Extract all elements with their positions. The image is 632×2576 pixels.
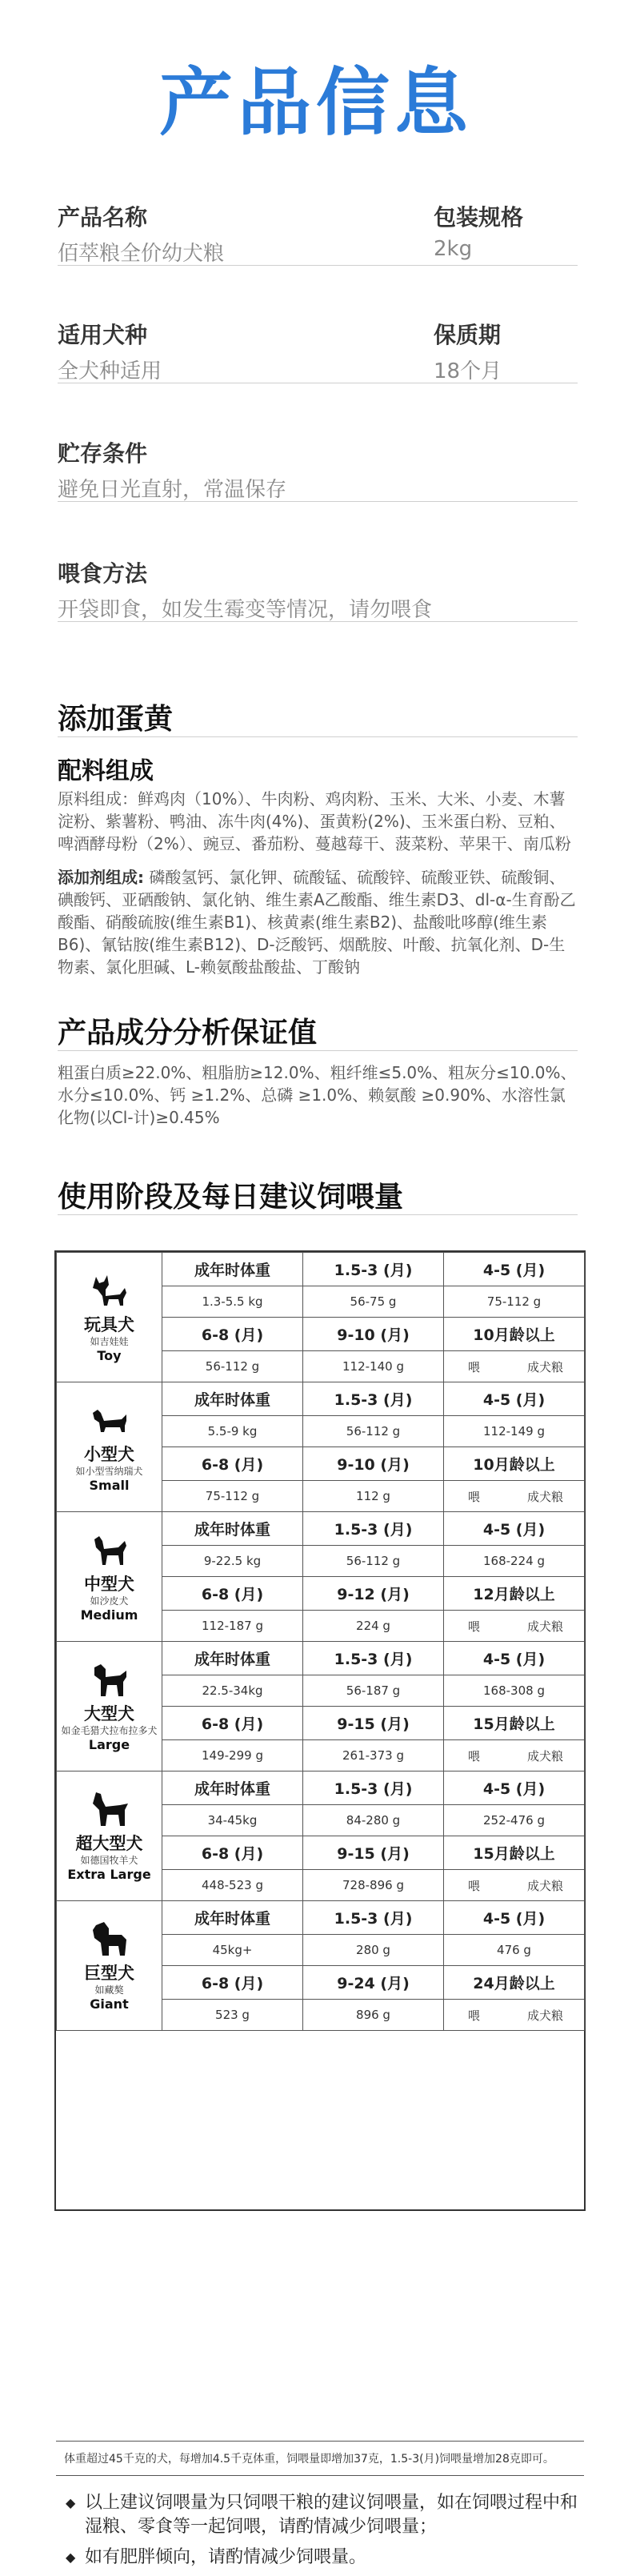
dog-size-name: 小型犬 [84, 1444, 134, 1464]
analysis-heading: 产品成分分析保证值 [58, 1017, 318, 1049]
header-cell: 6-8 (月) [162, 1836, 303, 1870]
table-row [57, 1772, 585, 1805]
header-cell: 1.5-3 (月) [303, 1642, 444, 1675]
value-cell: 523 g [162, 2000, 303, 2031]
header-cell: 1.5-3 (月) [303, 1772, 444, 1805]
small-dog-icon [88, 1402, 131, 1438]
feed-word: 喂 [468, 1748, 481, 1763]
adult-food-cell [444, 2000, 585, 2031]
dog-size-en: Giant [90, 1996, 129, 2012]
dog-size-cell [57, 1382, 162, 1512]
header-cell: 成年时体重 [162, 1772, 303, 1805]
table-row [57, 1512, 585, 1546]
feeding-method-value: 开袋即食，如发生霉变等情况，请勿喂食 [58, 598, 433, 622]
dog-size-cell [57, 1253, 162, 1382]
feeding-method-label: 喂食方法 [58, 560, 148, 587]
dog-breed-example: 如小型雪纳瑞犬 [75, 1465, 143, 1477]
additive-ingredients [58, 866, 579, 978]
value-cell: 112-187 g [162, 1611, 303, 1642]
dog-breed-example: 如吉娃娃 [90, 1335, 129, 1347]
feed-word: 喂 [468, 2008, 481, 2023]
info-row-breed [58, 318, 578, 383]
header-cell: 4-5 (月) [444, 1382, 585, 1416]
value-cell: 56-187 g [303, 1675, 444, 1707]
value-cell: 168-224 g [444, 1546, 585, 1577]
header-cell: 9-12 (月) [303, 1577, 444, 1611]
dog-breed-example: 如沙皮犬 [90, 1595, 129, 1607]
feed-word: 喂 [468, 1489, 481, 1504]
dog-size-en: Medium [80, 1607, 138, 1623]
header-cell: 9-15 (月) [303, 1836, 444, 1870]
diamond-bullet-icon: ◆ [66, 2550, 76, 2565]
feeding-notes [66, 2491, 578, 2576]
value-cell: 56-112 g [162, 1351, 303, 1382]
dog-size-name: 中型犬 [84, 1574, 134, 1594]
header-cell: 成年时体重 [162, 1642, 303, 1675]
value-cell: 252-476 g [444, 1805, 585, 1836]
header-cell: 9-15 (月) [303, 1707, 444, 1740]
giant-dog-icon [88, 1920, 131, 1957]
table-row [57, 1382, 585, 1416]
value-cell: 261-373 g [303, 1740, 444, 1772]
table-row [57, 1642, 585, 1675]
raw-ingredients-text: 原料组成：鲜鸡肉（10%）、牛肉粉、鸡肉粉、玉米、大米、小麦、木薯淀粉、紫薯粉、鸭油、冻牛肉(4%)、蛋黄粉(2%)、玉米蛋白粉、豆粕、啤酒酵母粉（2%）、豌豆、番茄粉、蔓越莓干、菠菜粉、苹果干、南瓜粉 [58, 789, 571, 853]
feeding-heading: 使用阶段及每日建议饲喂量 [58, 1181, 404, 1214]
info-row-storage [58, 436, 578, 502]
value-cell: 45kg+ [162, 1935, 303, 1966]
header-cell: 6-8 (月) [162, 1707, 303, 1740]
value-cell: 9-22.5 kg [162, 1546, 303, 1577]
egg-yolk-heading: 添加蛋黄 [58, 703, 174, 736]
analysis-text: 粗蛋白质≥22.0%、粗脂肪≥12.0%、粗纤维≤5.0%、粗灰分≤10.0%、水分≤10.0%、钙 ≥1.2%、总磷 ≥1.0%、赖氨酸 ≥0.90%、水溶性氯化物(以Cl-计)≥0.45% [58, 1063, 577, 1127]
adult-food-word: 成犬粮 [526, 1878, 563, 1893]
adult-food-word: 成犬粮 [526, 1489, 563, 1504]
extra-large-dog-icon [88, 1791, 131, 1828]
info-row-name [58, 200, 578, 266]
value-cell: 84-280 g [303, 1805, 444, 1836]
adult-food-word: 成犬粮 [526, 1748, 563, 1763]
dog-breed-example: 如德国牧羊犬 [80, 1854, 138, 1866]
dog-size-cell [57, 1901, 162, 2031]
header-cell: 6-8 (月) [162, 1577, 303, 1611]
dog-size-cell [57, 1772, 162, 1901]
package-spec-label: 包装规格 [434, 204, 524, 231]
dog-size-name: 大型犬 [84, 1703, 134, 1723]
header-cell: 1.5-3 (月) [303, 1382, 444, 1416]
dog-size-name: 巨型犬 [84, 1963, 134, 1983]
info-row-feeding [58, 556, 578, 622]
table-footnote: 体重超过45千克的犬，每增加4.5千克体重，饲喂量即增加37克，1.5-3(月)饲喂量增加28克即可。 [56, 2441, 584, 2476]
value-cell: 476 g [444, 1935, 585, 1966]
page-title: 产品信息 [158, 60, 473, 146]
value-cell: 75-112 g [444, 1286, 585, 1318]
header-cell: 成年时体重 [162, 1253, 303, 1286]
dog-size-name: 玩具犬 [84, 1314, 134, 1334]
value-cell: 56-112 g [303, 1546, 444, 1577]
value-cell: 5.5-9 kg [162, 1416, 303, 1447]
breed-label: 适用犬种 [58, 322, 148, 348]
shelf-life-label: 保质期 [434, 322, 502, 348]
adult-food-cell [444, 1740, 585, 1772]
value-cell: 168-308 g [444, 1675, 585, 1707]
package-spec-value: 2kg [434, 237, 473, 261]
value-cell: 149-299 g [162, 1740, 303, 1772]
adult-food-word: 成犬粮 [526, 2008, 563, 2023]
header-cell: 12月龄以上 [444, 1577, 585, 1611]
value-cell: 56-112 g [303, 1416, 444, 1447]
adult-food-word: 成犬粮 [526, 1619, 563, 1634]
additive-text: 磷酸氢钙、氯化钾、硫酸锰、硫酸锌、硫酸亚铁、硫酸铜、碘酸钙、亚硒酸钠、氯化钠、维生素A乙酸酯、维生素D3、dl-α-生育酚乙酸酯、硝酸硫胺(维生素B1)、核黄素(维生素B2)、盐酸吡哆醇(维生素B6)、氰钴胺(维生素B12)、D-泛酸钙、烟酰胺、叶酸、抗氧化剂、D-生物素、氯化胆碱、L-赖氨酸盐酸盐、丁酸钠 [58, 868, 576, 977]
header-cell: 成年时体重 [162, 1901, 303, 1935]
value-cell: 896 g [303, 2000, 444, 2031]
value-cell: 75-112 g [162, 1481, 303, 1512]
dog-size-en: Small [89, 1477, 130, 1493]
value-cell: 728-896 g [303, 1870, 444, 1901]
storage-value: 避免日光直射，常温保存 [58, 478, 287, 502]
feed-word: 喂 [468, 1878, 481, 1893]
header-cell: 1.5-3 (月) [303, 1901, 444, 1935]
adult-food-cell [444, 1870, 585, 1901]
additive-label: 添加剂组成: [58, 868, 144, 887]
dog-size-en: Toy [97, 1347, 122, 1363]
value-cell: 112-149 g [444, 1416, 585, 1447]
header-cell: 4-5 (月) [444, 1512, 585, 1546]
header-cell: 9-10 (月) [303, 1447, 444, 1481]
divider [58, 1050, 578, 1051]
header-cell: 24月龄以上 [444, 1966, 585, 2000]
note-text: 以上建议饲喂量为只饲喂干粮的建议饲喂量，如在饲喂过程中和湿粮、零食等一起饲喂，请酌情减少饲喂量； [85, 2493, 578, 2537]
product-name-value: 佰萃粮全价幼犬粮 [58, 242, 225, 266]
ingredients-heading: 配料组成 [58, 757, 154, 785]
adult-food-word: 成犬粮 [526, 1359, 563, 1374]
table-row [57, 1253, 585, 1286]
dog-size-en: Large [88, 1736, 130, 1752]
dog-size-name: 超大型犬 [75, 1833, 143, 1853]
medium-dog-icon [88, 1531, 131, 1568]
header-cell: 1.5-3 (月) [303, 1253, 444, 1286]
dog-size-cell [57, 1512, 162, 1642]
storage-label: 贮存条件 [58, 440, 148, 467]
header-cell: 4-5 (月) [444, 1253, 585, 1286]
value-cell: 112-140 g [303, 1351, 444, 1382]
toy-dog-icon [88, 1272, 131, 1309]
adult-food-cell [444, 1611, 585, 1642]
note-text: 如有肥胖倾向，请酌情减少饲喂量。 [85, 2547, 367, 2567]
breed-value: 全犬种适用 [58, 359, 162, 383]
feeding-table-box [54, 1250, 586, 2567]
note-bullet [66, 2491, 578, 2539]
dog-breed-example: 如金毛猎犬拉布拉多犬 [61, 1724, 158, 1736]
adult-food-cell [444, 1481, 585, 1512]
feeding-table [56, 1252, 585, 2031]
header-cell: 10月龄以上 [444, 1318, 585, 1351]
header-cell: 6-8 (月) [162, 1318, 303, 1351]
feed-word: 喂 [468, 1619, 481, 1634]
header-cell: 6-8 (月) [162, 1966, 303, 2000]
divider [58, 736, 578, 737]
value-cell: 1.3-5.5 kg [162, 1286, 303, 1318]
header-cell: 9-24 (月) [303, 1966, 444, 2000]
header-cell: 成年时体重 [162, 1382, 303, 1416]
value-cell: 22.5-34kg [162, 1675, 303, 1707]
dog-size-cell [57, 1642, 162, 1772]
header-cell: 6-8 (月) [162, 1447, 303, 1481]
diamond-bullet-icon: ◆ [66, 2495, 76, 2510]
value-cell: 56-75 g [303, 1286, 444, 1318]
header-cell: 15月龄以上 [444, 1707, 585, 1740]
feed-word: 喂 [468, 1359, 481, 1374]
value-cell: 112 g [303, 1481, 444, 1512]
product-name-label: 产品名称 [58, 204, 148, 231]
value-cell: 224 g [303, 1611, 444, 1642]
dog-breed-example: 如藏獒 [94, 1984, 124, 1996]
header-cell: 4-5 (月) [444, 1642, 585, 1675]
header-cell: 15月龄以上 [444, 1836, 585, 1870]
table-row [57, 1901, 585, 1935]
adult-food-cell [444, 1351, 585, 1382]
value-cell: 34-45kg [162, 1805, 303, 1836]
divider [58, 1214, 578, 1215]
header-cell: 4-5 (月) [444, 1901, 585, 1935]
header-cell: 10月龄以上 [444, 1447, 585, 1481]
shelf-life-value: 18个月 [434, 359, 502, 383]
value-cell: 448-523 g [162, 1870, 303, 1901]
header-cell: 1.5-3 (月) [303, 1512, 444, 1546]
dog-size-en: Extra Large [67, 1866, 151, 1882]
header-cell: 9-10 (月) [303, 1318, 444, 1351]
value-cell: 280 g [303, 1935, 444, 1966]
header-cell: 成年时体重 [162, 1512, 303, 1546]
large-dog-icon [88, 1661, 131, 1698]
note-bullet [66, 2546, 578, 2570]
header-cell: 4-5 (月) [444, 1772, 585, 1805]
